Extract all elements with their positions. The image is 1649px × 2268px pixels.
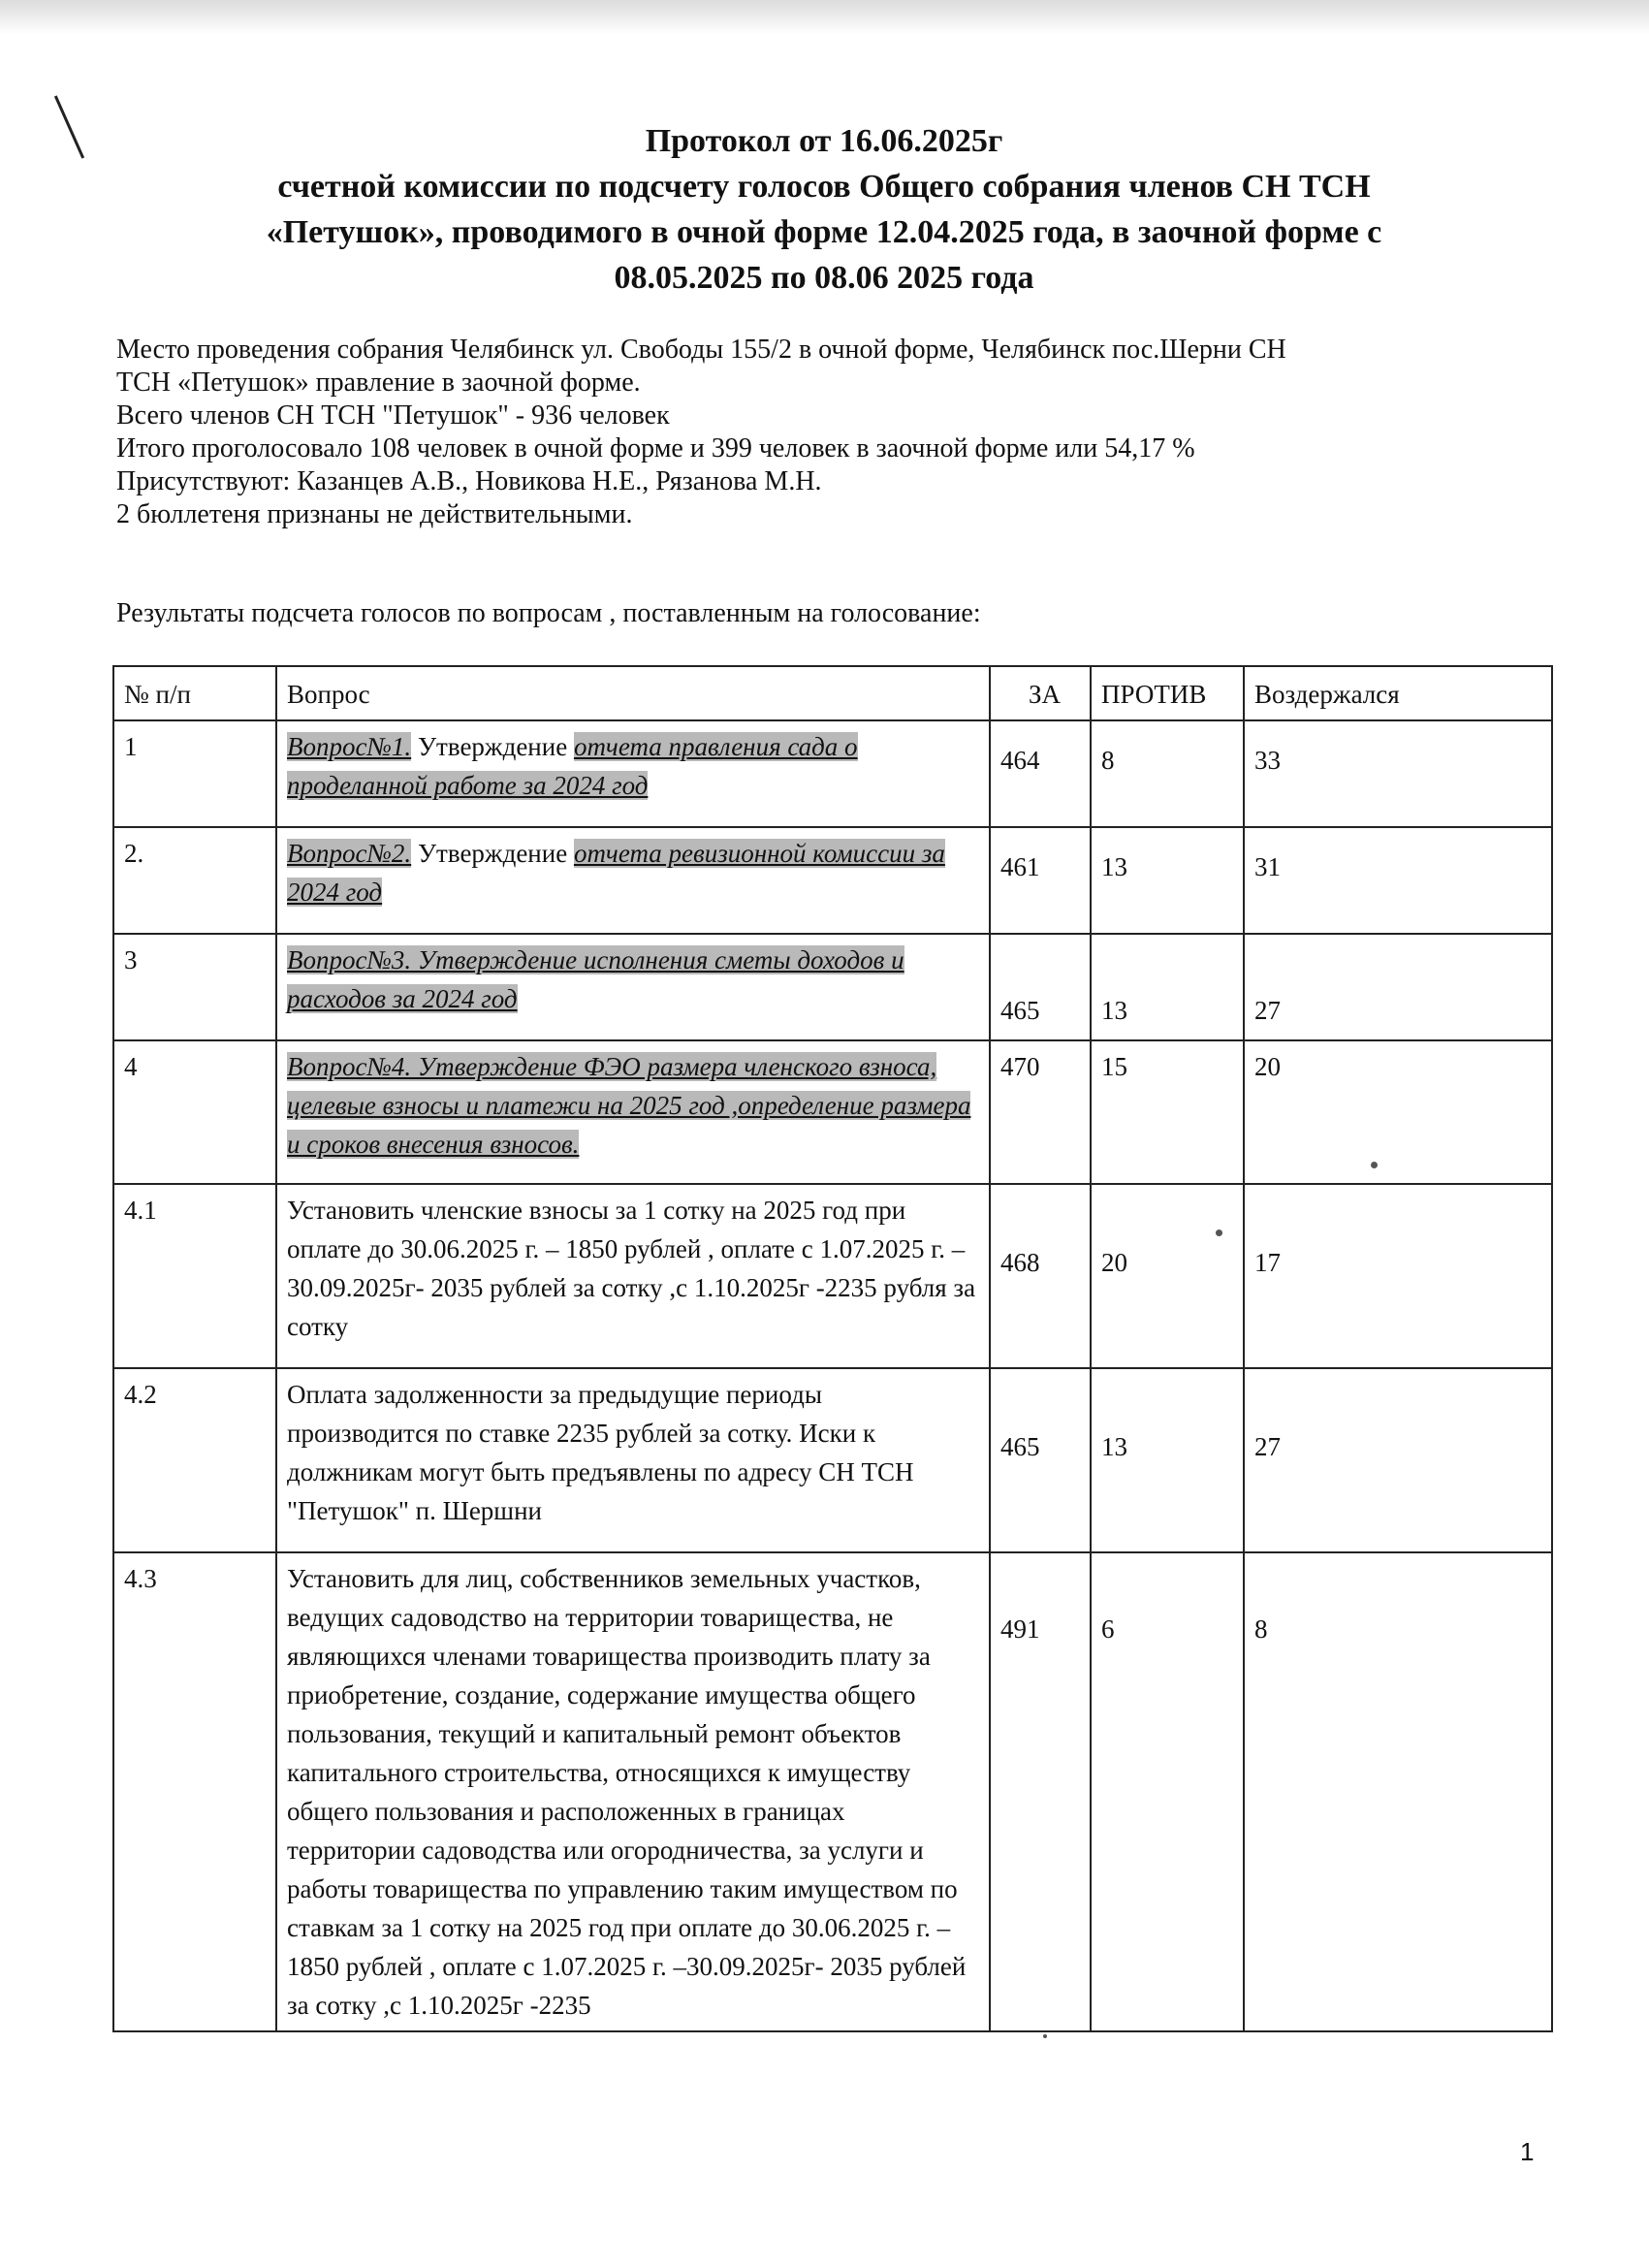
table-row <box>113 827 1552 934</box>
results-label: Результаты подсчета голосов по вопросам , поставленным на голосование: <box>116 598 981 628</box>
meeting-place-line-1: Место проведения собрания Челябинск ул. Свободы 155/2 в очной форме, Челябинск пос.Шерни СН <box>116 335 1286 365</box>
question-label: Вопрос№4. Утверждение ФЭО размера членского взноса, целевые взносы и платежи на 2025 год ,определение размера и сроков внесения взносов. <box>287 1052 971 1159</box>
value-for: 464 <box>1000 746 1040 775</box>
document-title <box>116 118 1532 301</box>
table-row <box>113 1040 1552 1184</box>
header-no: № п/п <box>113 666 276 720</box>
row-against: 15 <box>1091 1040 1244 1184</box>
row-no: 1 <box>113 720 276 827</box>
value-against: 13 <box>1101 852 1127 881</box>
row-no: 2. <box>113 827 276 934</box>
meeting-info <box>116 334 1551 531</box>
row-for <box>990 1368 1091 1552</box>
voted-count: Итого проголосовало 108 человек в очной форме и 399 человек в заочной форме или 54,17 % <box>116 433 1195 463</box>
row-abstained: 20 <box>1244 1040 1552 1184</box>
row-for <box>990 720 1091 827</box>
table-row <box>113 1368 1552 1552</box>
scan-speck <box>1043 2034 1047 2038</box>
row-no: 4.3 <box>113 1552 276 2031</box>
row-question <box>276 1040 990 1184</box>
question-label: Вопрос№2. <box>287 839 412 868</box>
row-for <box>990 1552 1091 2031</box>
total-members: Всего членов СН ТСН "Петушок" - 936 человек <box>116 400 670 431</box>
row-for <box>990 1184 1091 1368</box>
row-abstained <box>1244 934 1552 1040</box>
row-question <box>276 827 990 934</box>
value-abstained: 27 <box>1254 1432 1281 1461</box>
question-text-highlight: отчета ревизионной комиссии за 2024 год <box>287 839 945 907</box>
present-members: Присутствуют: Казанцев А.В., Новикова Н.Е., Рязанова М.Н. <box>116 466 822 496</box>
row-against <box>1091 720 1244 827</box>
header-against: ПРОТИВ <box>1091 666 1244 720</box>
question-label: Вопрос№3. Утверждение исполнения сметы доходов и расходов за 2024 год <box>287 945 904 1013</box>
scan-speck <box>1216 1230 1222 1236</box>
row-question: Установить для лиц, собственников земельных участков, ведущих садоводство на территории товарищества, не являющихся членами товарищества производить плату за приобретение, создание, содержание имущества общего пользования, текущий и капитальный ремонт объектов капитального строительства, относящихся к имуществу общего пользования и расположенных в границах территории садоводства или огородничества, за услуги и работы товарищества по управлению таким имуществом по ставкам за 1 сотку на 2025 год при оплате до 30.06.2025 г. – 1850 рублей , оплате с 1.07.2025 г. –30.09.2025г- 2035 рублей за сотку ,с 1.10.2025г -2235 <box>276 1552 990 2031</box>
value-for: 465 <box>1000 1432 1040 1461</box>
value-against: 20 <box>1101 1248 1127 1277</box>
row-no: 3 <box>113 934 276 1040</box>
row-against <box>1091 934 1244 1040</box>
row-question: Оплата задолженности за предыдущие периоды производится по ставке 2235 рублей за сотку. Иски к должникам могут быть предъявлены по адресу СН ТСН "Петушок" п. Шершни <box>276 1368 990 1552</box>
value-abstained: 33 <box>1254 746 1281 775</box>
value-abstained: 8 <box>1254 1614 1268 1644</box>
page-number: 1 <box>1520 2137 1535 2166</box>
value-for: 461 <box>1000 852 1040 881</box>
value-for: 465 <box>1000 996 1040 1025</box>
meeting-place-line-2: ТСН «Петушок» правление в заочной форме. <box>116 367 641 398</box>
header-question: Вопрос <box>276 666 990 720</box>
table-row <box>113 934 1552 1040</box>
title-line-1: Протокол от 16.06.2025г <box>645 123 1003 159</box>
pen-mark <box>54 95 84 158</box>
row-abstained <box>1244 827 1552 934</box>
value-abstained: 31 <box>1254 852 1281 881</box>
voting-results-table <box>112 665 1553 2032</box>
question-label: Вопрос№1. <box>287 732 412 761</box>
value-against: 6 <box>1101 1614 1115 1644</box>
title-line-3: «Петушок», проводимого в очной форме 12.04.2025 года, в заочной форме с <box>266 214 1382 250</box>
question-text-plain: Утверждение <box>411 839 574 868</box>
row-against <box>1091 827 1244 934</box>
invalid-ballots: 2 бюллетеня признаны не действительными. <box>116 499 633 529</box>
question-text-highlight: отчета правления сада о проделанной работе за 2024 год <box>287 732 858 800</box>
row-abstained <box>1244 1368 1552 1552</box>
row-for: 470 <box>990 1040 1091 1184</box>
header-for: ЗА <box>990 666 1091 720</box>
table-row <box>113 720 1552 827</box>
table-header-row <box>113 666 1552 720</box>
scan-speck <box>1371 1162 1378 1168</box>
row-no: 4.2 <box>113 1368 276 1552</box>
row-no: 4.1 <box>113 1184 276 1368</box>
row-against <box>1091 1368 1244 1552</box>
value-abstained: 17 <box>1254 1248 1281 1277</box>
table-row <box>113 1552 1552 2031</box>
value-for: 491 <box>1000 1614 1040 1644</box>
value-for: 468 <box>1000 1248 1040 1277</box>
table-row <box>113 1184 1552 1368</box>
row-no: 4 <box>113 1040 276 1184</box>
value-against: 8 <box>1101 746 1115 775</box>
title-line-4: 08.05.2025 по 08.06 2025 года <box>614 260 1034 296</box>
value-abstained: 27 <box>1254 996 1281 1025</box>
row-question <box>276 720 990 827</box>
row-abstained <box>1244 1184 1552 1368</box>
row-for <box>990 934 1091 1040</box>
value-against: 13 <box>1101 996 1127 1025</box>
row-for <box>990 827 1091 934</box>
question-text-plain: Утверждение <box>411 732 574 761</box>
row-against <box>1091 1552 1244 2031</box>
scan-top-edge <box>0 0 1649 35</box>
row-against <box>1091 1184 1244 1368</box>
row-abstained <box>1244 1552 1552 2031</box>
value-against: 13 <box>1101 1432 1127 1461</box>
row-question <box>276 934 990 1040</box>
row-question: Установить членские взносы за 1 сотку на 2025 год при оплате до 30.06.2025 г. – 1850 рублей , оплате с 1.07.2025 г. –30.09.2025г- 2035 рублей за сотку ,с 1.10.2025г -2235 рубля за сотку <box>276 1184 990 1368</box>
title-line-2: счетной комиссии по подсчету голосов Общего собрания членов СН ТСН <box>277 169 1371 205</box>
header-abstained: Воздержался <box>1244 666 1552 720</box>
row-abstained <box>1244 720 1552 827</box>
